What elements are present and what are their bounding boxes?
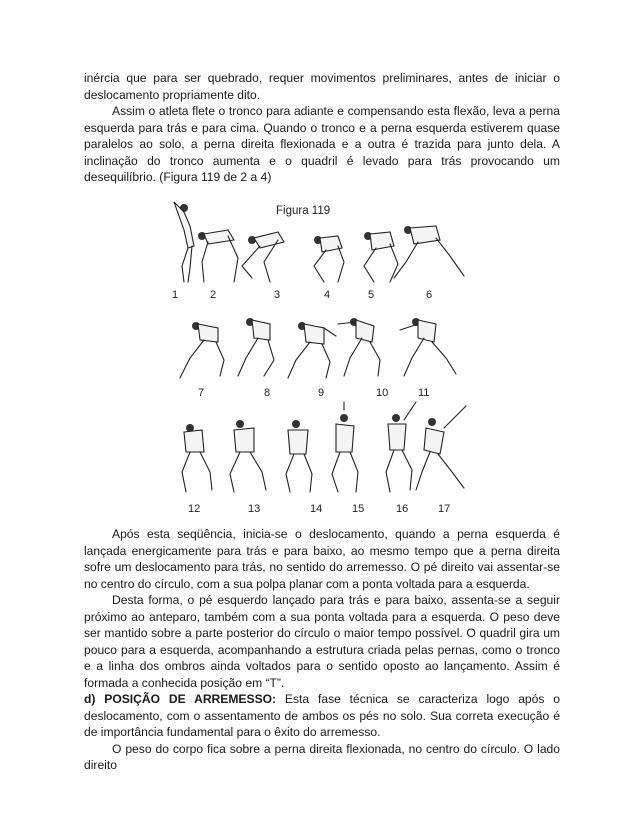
athlete-figure-3 <box>242 232 284 282</box>
figure-number: 14 <box>310 503 323 515</box>
figure-number: 15 <box>352 503 365 515</box>
figure-number: 1 <box>172 289 179 301</box>
athlete-figure-1 <box>174 202 194 282</box>
figure-number: 13 <box>248 503 261 515</box>
athlete-figure-2 <box>198 230 238 282</box>
figure-number: 7 <box>198 387 205 399</box>
figure-number: 3 <box>274 289 281 301</box>
figure-number: 9 <box>318 387 325 399</box>
athlete-figure-10 <box>338 318 380 376</box>
figure-number: 10 <box>376 387 389 399</box>
figure-number: 11 <box>418 387 430 399</box>
figure-number: 16 <box>396 503 409 515</box>
athlete-figure-8 <box>238 318 274 376</box>
figure-number: 5 <box>368 289 375 301</box>
figure-119 <box>168 196 468 518</box>
athlete-figure-5 <box>364 232 398 282</box>
athlete-figure-16 <box>386 402 416 492</box>
athlete-figure-17 <box>416 406 466 490</box>
paragraph-text: Esta fase técnica se caracteriza logo após o deslocamento, com o assentamento de ambos os pés no solo. Sua correta execução é de importância fundamental para o êxito do arremesso. <box>84 692 560 739</box>
figure-number: 6 <box>426 289 433 301</box>
paragraph-delivery-position <box>84 691 560 741</box>
figure-number: 4 <box>324 289 331 301</box>
athlete-figure-4 <box>314 236 344 282</box>
athlete-figure-11 <box>400 318 456 376</box>
athlete-figure-12 <box>182 424 212 492</box>
figure-number: 2 <box>210 289 217 301</box>
paragraph: Assim o atleta flete o tronco para adiante e compensando esta flexão, leva a perna esquerda para trás e para cima. Quando o tronco e a perna esquerda estiverem quase paralelos ao solo, a perna direita flexionada e a outra é trazida para junto dela. A inclinação do tronco aumenta e o quadril é levado para trás provocando um desequilíbrio. (Figura 119 de 2 a 4) <box>84 104 560 184</box>
figure-title: Figura 119 <box>276 205 331 217</box>
figure-number: 17 <box>438 503 451 515</box>
text-block-top <box>84 70 560 186</box>
figure-number: 12 <box>188 503 201 515</box>
paragraph: Desta forma, o pé esquerdo lançado para trás e para baixo, assenta-se a seguir próximo ao anteparo, também com a sua ponta voltada para a esquerda. O peso deve ser mantido sobre a parte posterior do círculo o maior tempo possível. O quadril gira um pouco para a esquerda, acompanhando a estrutura criada pelas pernas, como o tronco e a linha dos ombros ainda voltados para o sentido oposto ao lançamento. Assim é formada a conhecida posição em “T”. <box>84 593 560 690</box>
athlete-figure-14 <box>286 420 312 492</box>
paragraph: O peso do corpo fica sobre a perna direita flexionada, no centro do círculo. O lado direito <box>84 741 560 772</box>
section-heading: d) POSIÇÃO DE ARREMESSO: <box>84 692 277 706</box>
athlete-figure-15 <box>332 402 358 492</box>
athlete-figure-13 <box>230 420 266 492</box>
figure-illustration <box>168 196 468 518</box>
athlete-figure-9 <box>288 322 336 378</box>
figure-number: 8 <box>264 387 271 399</box>
paragraph: Após esta seqüência, inicia-se o deslocamento, quando a perna esquerda é lançada energicamente para trás e para baixo, ao mesmo tempo que a perna direita sofre um deslocamento para trás, no sentido do arremesso. O pé direito vai assentar-se no centro do círculo, com a sua polpa planar com a ponta voltada para a esquerda. <box>84 527 560 591</box>
athlete-figure-6 <box>394 226 464 278</box>
athlete-figure-7 <box>180 322 224 378</box>
paragraph: inércia que para ser quebrado, requer movimentos preliminares, antes de iniciar o deslocamento propriamente dito. <box>84 71 560 102</box>
text-block-bottom <box>84 526 560 774</box>
